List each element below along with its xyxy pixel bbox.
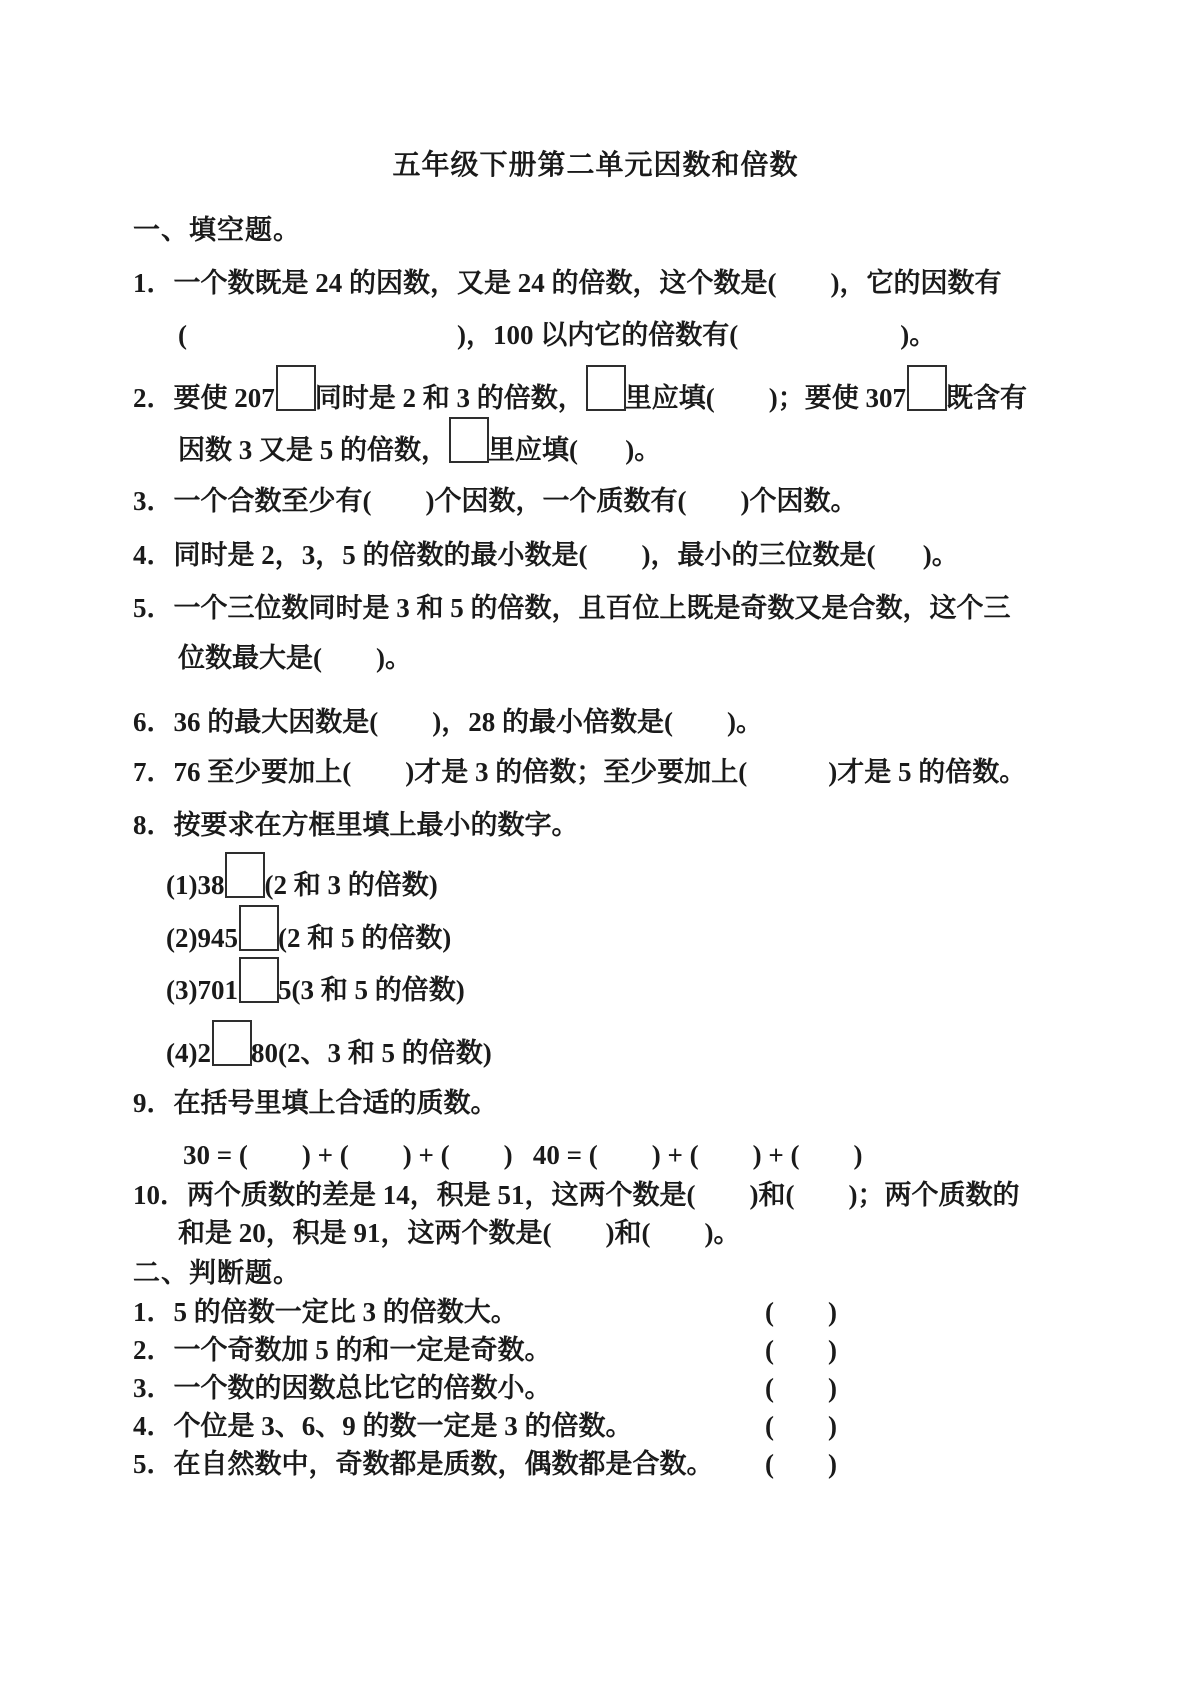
line-text: 里应填( )；要使 307 (624, 383, 906, 413)
judge-answer-parens: ( ) (765, 1449, 837, 1479)
fill-q10-line2 (133, 1218, 1161, 1248)
judge-q3 (133, 1373, 1161, 1403)
fill-q9 (133, 1088, 1161, 1118)
line-text: 1．5 的倍数一定比 3 的倍数大。 (133, 1297, 518, 1327)
line-text: (3)701 (166, 975, 238, 1005)
judge-q1 (133, 1297, 1161, 1327)
line-text: 2．一个奇数加 5 的和一定是奇数。 (133, 1335, 552, 1365)
line-text: (4)2 (166, 1038, 211, 1068)
line-text: 4．同时是 2，3，5 的倍数的最小数是( )，最小的三位数是( )。 (133, 540, 959, 570)
judge-answer-parens: ( ) (765, 1373, 837, 1403)
line-text: 里应填( )。 (488, 435, 662, 465)
line-text: 3．一个数的因数总比它的倍数小。 (133, 1373, 552, 1403)
fill-q8-item3 (133, 975, 1161, 1005)
judge-answer-parens: ( ) (765, 1335, 837, 1365)
judge-q5 (133, 1449, 1161, 1479)
fill-q5-line1 (133, 593, 1161, 623)
line-text: (2)945 (166, 923, 238, 953)
fill-section-heading (133, 215, 1161, 245)
fill-q1-line2 (133, 320, 1161, 350)
judge-answer-parens: ( ) (765, 1297, 837, 1327)
judge-q4 (133, 1411, 1161, 1441)
line-text: 一、填空题。 (133, 215, 301, 245)
judge-section-heading (133, 1258, 1161, 1288)
fill-q2-line2 (133, 435, 1161, 465)
fill-q8-item4 (133, 1038, 1161, 1068)
line-text: 2．要使 207 (133, 383, 275, 413)
line-text: (1)38 (166, 870, 225, 900)
line-text: 80(2、3 和 5 的倍数) (250, 1038, 492, 1068)
line-text: 二、判断题。 (133, 1258, 301, 1288)
fill-q8-item1 (133, 870, 1161, 900)
judge-q2 (133, 1335, 1161, 1365)
line-text: 1．一个数既是 24 的因数，又是 24 的倍数，这个数是( )，它的因数有 (133, 268, 1002, 298)
fill-q8-item2 (133, 923, 1161, 953)
line-text: ( )，100 以内它的倍数有( )。 (178, 320, 937, 350)
line-text: (2 和 5 的倍数) (277, 923, 452, 953)
line-text: 和是 20，积是 91，这两个数是( )和( )。 (178, 1218, 741, 1248)
fill-q6 (133, 707, 1161, 737)
line-text: (2 和 3 的倍数) (264, 870, 438, 900)
line-text: 9．在括号里填上合适的质数。 (133, 1088, 498, 1118)
line-text: 30 = ( ) + ( ) + ( ) 40 = ( ) + ( ) + ( ) (183, 1140, 863, 1170)
fill-q4 (133, 540, 1161, 570)
fill-q9-equations (133, 1140, 1161, 1170)
fill-q3 (133, 486, 1161, 516)
line-text: 5．在自然数中，奇数都是质数，偶数都是合数。 (133, 1449, 714, 1479)
line-text: 既含有 (945, 383, 1027, 413)
line-text: 同时是 2 和 3 的倍数， (314, 383, 585, 413)
line-text: 4．个位是 3、6、9 的数一定是 3 的倍数。 (133, 1411, 633, 1441)
fill-q5-line2 (133, 643, 1161, 673)
line-text: 3．一个合数至少有( )个因数，一个质数有( )个因数。 (133, 486, 858, 516)
fill-q7 (133, 757, 1161, 787)
worksheet-title: 五年级下册第二单元因数和倍数 (392, 150, 799, 181)
fill-q1-line1 (133, 268, 1161, 298)
line-text: 位数最大是( )。 (178, 643, 412, 673)
judge-answer-parens: ( ) (765, 1411, 837, 1441)
fill-q10-line1 (133, 1180, 1161, 1210)
line-text: 5．一个三位数同时是 3 和 5 的倍数，且百位上既是奇数又是合数，这个三 (133, 593, 1011, 623)
line-text: 5(3 和 5 的倍数) (277, 975, 465, 1005)
fill-q8 (133, 810, 1161, 840)
line-text: 6．36 的最大因数是( )，28 的最小倍数是( )。 (133, 707, 763, 737)
line-text: 10．两个质数的差是 14，积是 51，这两个数是( )和( )；两个质数的 (133, 1180, 1020, 1210)
line-text: 8．按要求在方框里填上最小的数字。 (133, 810, 579, 840)
line-text: 因数 3 又是 5 的倍数， (178, 435, 448, 465)
fill-q2-line1 (133, 383, 1161, 413)
line-text: 7．76 至少要加上( )才是 3 的倍数；至少要加上( )才是 5 的倍数。 (133, 757, 1027, 787)
worksheet-body (133, 215, 1161, 1479)
